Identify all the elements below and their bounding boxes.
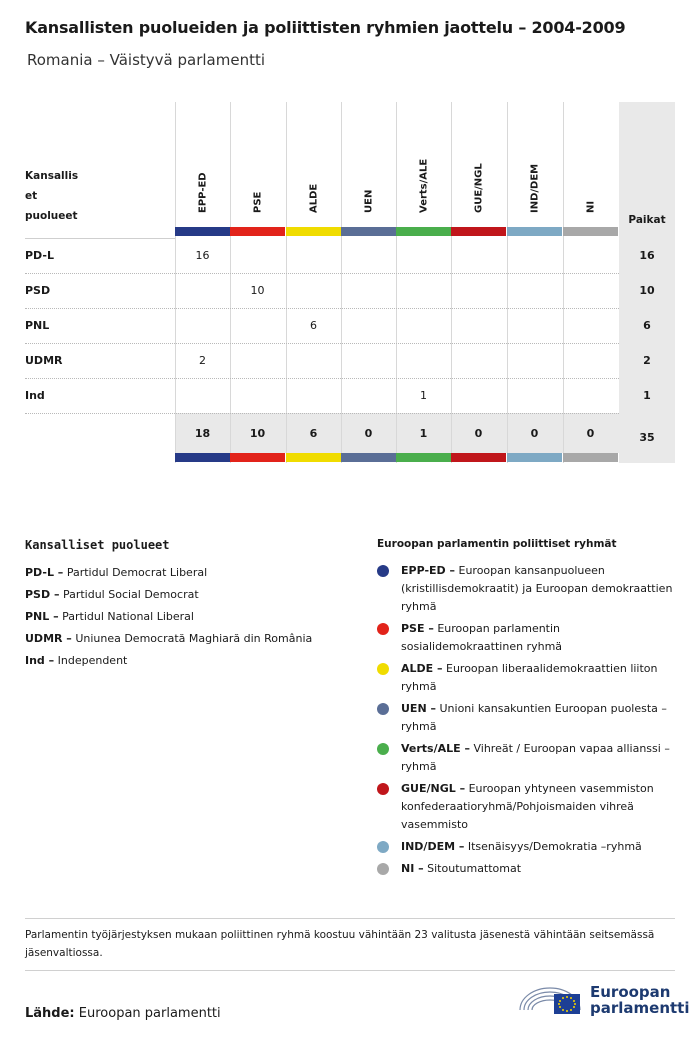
seat-count-cell: 16	[195, 249, 210, 262]
group-total-cell: 0	[474, 427, 483, 440]
party-column-header: Kansallis et puolueet	[25, 170, 79, 222]
party-full-name: Uniunea Democrată Maghiară din România	[75, 632, 313, 645]
group-name: Verts/ALE	[418, 158, 429, 213]
group-color-bar	[230, 227, 285, 236]
party-seats-total: 16	[639, 249, 655, 262]
party-full-name: Partidul Democrat Liberal	[66, 566, 208, 579]
group-legend-item	[377, 660, 677, 696]
group-color-bar	[175, 453, 230, 462]
group-color-dot-icon	[377, 743, 389, 755]
group-abbreviation: IND/DEM –	[401, 840, 465, 853]
group-legend-item	[377, 780, 677, 834]
groups-legend-title: Euroopan parlamentin poliittiset ryhmät	[377, 538, 617, 550]
group-color-dot-icon	[377, 663, 389, 675]
group-color-bar	[396, 453, 451, 462]
distribution-table	[25, 102, 675, 464]
group-name: PSE	[252, 191, 263, 213]
party-seats-total: 1	[643, 389, 651, 402]
party-legend-item	[25, 562, 355, 584]
group-column-header	[175, 112, 230, 224]
seat-count-cell: 1	[420, 389, 427, 402]
party-legend-item	[25, 584, 355, 606]
group-legend-item	[377, 740, 677, 776]
group-full-name: Itsenäisyys/Demokratia –ryhmä	[467, 840, 642, 853]
group-abbreviation: EPP-ED –	[401, 564, 455, 577]
group-color-dot-icon	[377, 783, 389, 795]
group-name: ALDE	[308, 183, 319, 213]
footnote-divider-bottom	[25, 970, 675, 971]
group-color-bar	[230, 453, 285, 462]
group-total-cell: 1	[419, 427, 428, 440]
group-color-bar	[507, 453, 562, 462]
group-color-dot-icon	[377, 703, 389, 715]
group-color-bar	[451, 227, 506, 236]
group-total-cell: 18	[194, 427, 211, 440]
group-abbreviation: NI –	[401, 862, 424, 875]
group-total-cell: 10	[249, 427, 266, 440]
group-abbreviation: PSE –	[401, 622, 434, 635]
group-color-dot-icon	[377, 623, 389, 635]
party-row-label: UDMR	[25, 354, 63, 367]
group-column-header	[286, 112, 341, 224]
parties-legend	[25, 562, 355, 672]
parliament-hemicycle-icon	[518, 980, 582, 1018]
page-subtitle: Romania – Väistyvä parlamentti	[27, 51, 266, 69]
group-full-name: Euroopan yhtyneen vasemmiston konfederaatioryhmä/Pohjoismaiden vihreä vasemmisto	[401, 782, 654, 831]
group-color-bar	[507, 227, 562, 236]
group-full-name: Euroopan liberaalidemokraattien liiton ryhmä	[401, 662, 658, 693]
group-total-cell: 6	[309, 427, 318, 440]
group-name: IND/DEM	[529, 163, 540, 213]
party-seats-total: 10	[639, 284, 655, 297]
group-abbreviation: Verts/ALE –	[401, 742, 470, 755]
header-divider	[25, 238, 175, 239]
source-label: Lähde:	[25, 1006, 75, 1021]
logo-text: Euroopan parlamentti	[590, 983, 690, 1017]
parties-legend-title: Kansalliset puolueet	[25, 538, 170, 552]
group-color-bar	[563, 227, 618, 236]
row-divider	[25, 273, 619, 274]
seat-count-cell: 6	[310, 319, 317, 332]
source-value: Euroopan parlamentti	[78, 1006, 221, 1021]
group-column-header	[341, 112, 396, 224]
seats-column-background	[619, 102, 675, 463]
group-name: EPP-ED	[197, 172, 208, 213]
group-legend-item	[377, 700, 677, 736]
group-legend-item	[377, 860, 677, 878]
party-abbreviation: UDMR –	[25, 632, 72, 645]
party-legend-item	[25, 606, 355, 628]
group-total-cell: 0	[530, 427, 539, 440]
group-full-name: Sitoutumattomat	[427, 862, 522, 875]
group-column-header	[507, 112, 562, 224]
group-full-name: Unioni kansakuntien Euroopan puolesta –ryhmä	[401, 702, 667, 733]
group-color-dot-icon	[377, 841, 389, 853]
group-color-bar	[341, 453, 396, 462]
party-abbreviation: PD-L –	[25, 566, 64, 579]
footnote: Parlamentin työjärjestyksen mukaan poliittinen ryhmä koostuu vähintään 23 valitusta jäsenestä vähintään seitsemässä jäsenvaltiossa.	[25, 929, 655, 959]
party-row-label: PD-L	[25, 249, 54, 262]
group-color-bar	[175, 227, 230, 236]
group-color-bar	[451, 453, 506, 462]
group-color-bar	[286, 453, 341, 462]
group-full-name: Vihreät / Euroopan vapaa allianssi –ryhmä	[401, 742, 670, 773]
group-color-bar	[563, 453, 618, 462]
group-abbreviation: GUE/NGL –	[401, 782, 466, 795]
party-legend-item	[25, 628, 355, 650]
party-full-name: Independent	[57, 654, 128, 667]
group-legend-item	[377, 562, 677, 616]
group-full-name: Euroopan parlamentin sosialidemokraattinen ryhmä	[401, 622, 563, 653]
party-seats-total: 2	[643, 354, 651, 367]
group-total-cell: 0	[364, 427, 373, 440]
grand-total-cell: 35	[639, 431, 655, 444]
party-abbreviation: PNL –	[25, 610, 59, 623]
row-divider	[25, 343, 619, 344]
row-divider	[25, 308, 619, 309]
group-name: UEN	[363, 189, 374, 213]
groups-legend	[377, 562, 677, 882]
footnote-divider-top	[25, 918, 675, 919]
party-full-name: Partidul National Liberal	[62, 610, 194, 623]
group-total-cell: 0	[586, 427, 595, 440]
group-abbreviation: UEN –	[401, 702, 436, 715]
group-color-bar	[341, 227, 396, 236]
seat-count-cell: 2	[199, 354, 206, 367]
row-divider	[25, 413, 619, 414]
row-divider	[25, 378, 619, 379]
group-column-header	[396, 112, 451, 224]
group-legend-item	[377, 838, 677, 856]
party-row-label: PSD	[25, 284, 51, 297]
group-full-name: Euroopan kansanpuolueen (kristillisdemokraatit) ja Euroopan demokraattien ryhmä	[401, 564, 673, 613]
group-color-bar	[286, 227, 341, 236]
seat-count-cell: 10	[250, 284, 265, 297]
party-legend-item	[25, 650, 355, 672]
party-abbreviation: PSD –	[25, 588, 60, 601]
group-column-header	[563, 112, 618, 224]
group-legend-item	[377, 620, 677, 656]
european-parliament-logo	[518, 980, 690, 1020]
group-name: NI	[585, 200, 596, 213]
page-title: Kansallisten puolueiden ja poliittisten ryhmien jaottelu – 2004-2009	[25, 18, 626, 37]
party-row-label: Ind	[25, 389, 45, 402]
group-name: GUE/NGL	[473, 163, 484, 213]
source-line	[25, 1006, 221, 1021]
group-color-bar	[396, 227, 451, 236]
party-abbreviation: Ind –	[25, 654, 55, 667]
party-row-label: PNL	[25, 319, 50, 332]
party-seats-total: 6	[643, 319, 651, 332]
seats-column-header: Paikat	[628, 214, 666, 226]
group-color-dot-icon	[377, 863, 389, 875]
group-color-dot-icon	[377, 565, 389, 577]
group-column-header	[230, 112, 285, 224]
group-column-header	[451, 112, 506, 224]
group-abbreviation: ALDE –	[401, 662, 443, 675]
party-full-name: Partidul Social Democrat	[62, 588, 199, 601]
